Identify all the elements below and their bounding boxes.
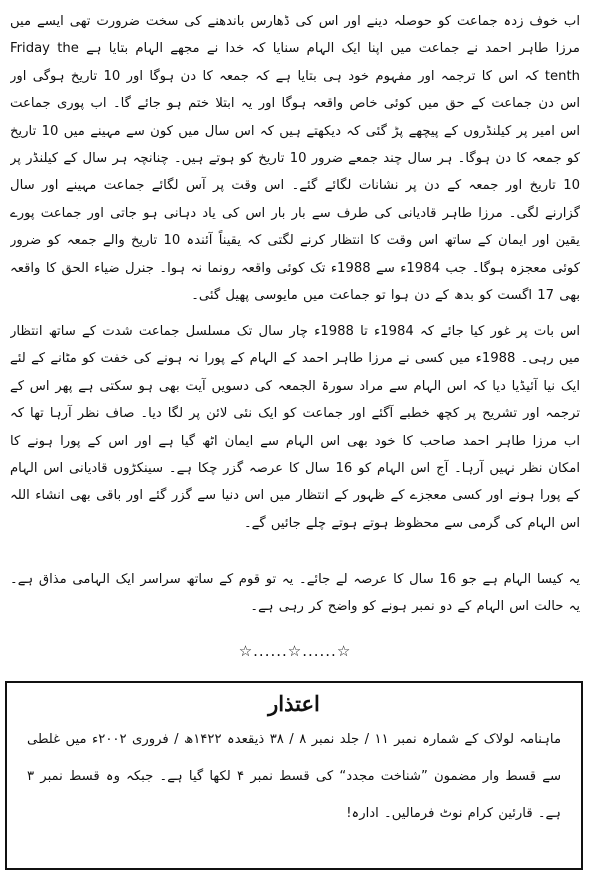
notice-title: اعتذار (268, 691, 320, 716)
star-separator: ☆......☆......☆ (238, 642, 352, 660)
notice-text: ماہنامہ لولاک کے شمارہ نمبر ۱۱ / جلد نمبر ۸ / ۳۸ ذیقعدہ ۱۴۲۲ھ / فروری ۲۰۰۲ء میں غلطی سے قسط وار مضمون ”شناخت مجدد“ کی قسط نمبر ۴ لکھا گیا ہے۔ جبکہ وہ قسط نمبر ۳ ہے۔ قارئین کرام نوٹ فرمالیں۔ ادارہ! (27, 732, 562, 821)
correction-notice-box (5, 681, 583, 870)
article-paragraph-3: یہ کیسا الہام ہے جو 16 سال کا عرصہ لے جائے۔ یہ تو قوم کے ساتھ سراسر ایک الہامی مذاق ہے۔ یہ حالت اس الہام کے دو نمبر ہونے کو واضح کر رہی ہے۔ (10, 572, 580, 615)
article-paragraph-1: اب خوف زدہ جماعت کو حوصلہ دینے اور اس کی ڈھارس باندھنے کی سخت ضرورت تھی ایسے میں مرزا طاہر احمد نے جماعت میں اپنا ایک الہام سنایا کہ خدا نے مجھے الہام بتایا ہے Friday the tenth کہ اس کا ترجمہ اور مفہوم خود ہی بتایا ہے کہ جمعہ کا دن ہوگا اور 10 تاریخ ہوگی اور اس دن جماعت کے حق میں کوئی خاص واقعہ ہوگا اور یہ ابتلا ختم ہو جائے گا۔ اب پوری جماعت اس امیر پر کیلنڈروں کے پیچھے پڑ گئی کہ دیکھتے ہیں کہ اس سال میں کون سے مہینے میں 10 تاریخ کو جمعہ کا دن ہوگا۔ ہر سال چند جمعے ضرور 10 تاریخ کو ہوتے ہیں۔ چنانچہ ہر سال کے کیلنڈر پر 10 تاریخ اور جمعہ کے دن پر نشانات لگائے گئے۔ اس وقت پر آس لگائے جماعت مہینے اور سال گزارنے لگی۔ مرزا طاہر قادیانی کی طرف سے بار بار اس کی یاد دہانی ہو جاتی اور جماعت پورے یقین اور ایمان کے ساتھ اس وقت کا انتظار کرنے لگتی کہ یقیناً آئندہ 10 تاریخ والے جمعہ کو ضرور کوئی معجزہ ہوگا۔ جب 1984ء سے 1988ء تک کوئی واقعہ رونما نہ ہوا۔ جنرل ضیاء الحق کا واقعہ بھی 17 اگست کو بدھ کے دن ہوا تو جماعت میں مایوسی پھیل گئی۔ (10, 14, 580, 304)
article-paragraph-2: اس بات پر غور کیا جائے کہ 1984ء تا 1988ء چار سال تک مسلسل جماعت شدت کے ساتھ انتظار میں رہی۔ 1988ء میں کسی نے مرزا طاہر احمد کے الہام کے پورا نہ ہونے کی خفت کو مٹانے کے لئے ایک نیا آئیڈیا دیا کہ اس الہام سے مراد سورۃ الجمعہ کی دسویں آیت بھی ہو سکتی ہے پھر اس کے ترجمہ اور تشریح پر کچھ خطبے آگئے اور جماعت کو ایک نئی لائن پر لگا دیا۔ صاف نظر آرہا تھا کہ اب مرزا طاہر احمد صاحب کا خود بھی اس الہام سے ایمان اٹھ گیا ہے اور اس کے پورا ہونے کا امکان نظر نہیں آرہا۔ آج اس الہام کو 16 سال کا عرصہ گزر چکا ہے۔ سینکڑوں قادیانی اس الہام کے پورا ہونے اور کسی معجزے کے ظہور کے انتظار میں اس دنیا سے گزر گئے اور باقی بھی انشاء اللہ اس الہام کی گرمی سے محظوظ ہوتے ہوتے چلے جائیں گے۔ (10, 324, 580, 531)
